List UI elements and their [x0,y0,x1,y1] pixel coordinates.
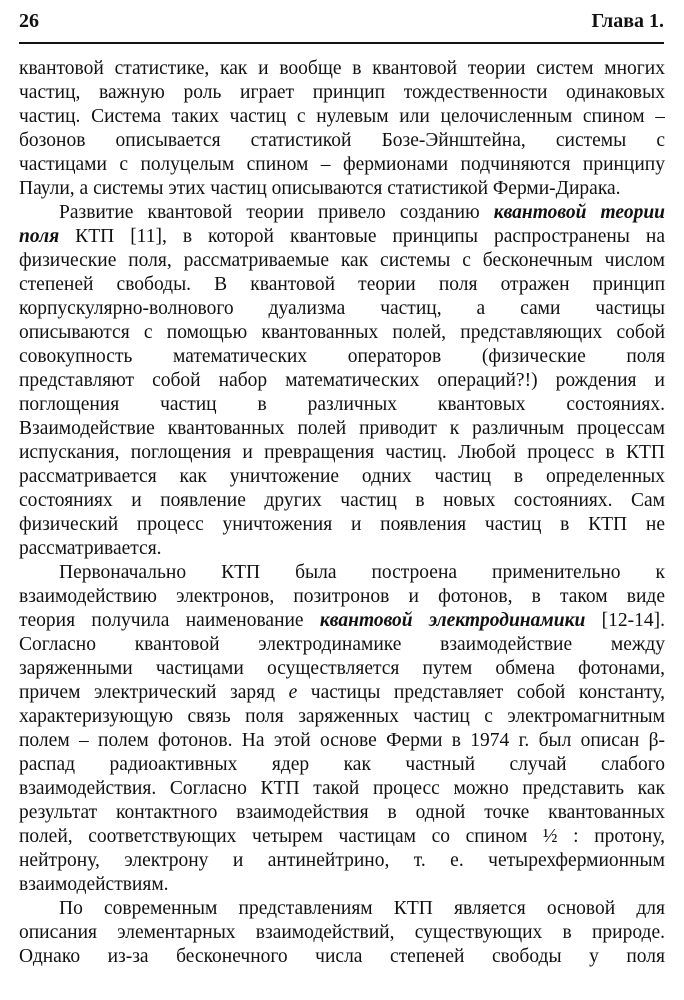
chapter-title: Глава 1. [591,10,664,32]
text-line: рассматривается как уничтожение одних частиц в определенных [19,466,665,487]
text-line: Первоначально КТП была построена применительно к [59,562,665,583]
text-run: Развитие квантовой теории привело созданию [59,202,494,223]
text-line: По современным представлениям КТП является основой для [59,898,665,919]
text-line: нейтрону, электрону и антинейтрино, т. е. четырехфермионным [19,850,665,871]
text-line: физические поля, рассматриваемые как системы с бесконечным числом [19,250,665,271]
text-line: описываются с помощью квантованных полей, представляющих собой [19,322,665,343]
charge-symbol: е [288,682,298,703]
text-line: представляют собой набор математических операций?!) рождения и [19,370,665,391]
text-line: состояниях и появление других частиц в новых состояниях. Сам [19,490,665,511]
text-line [19,225,665,249]
text-line: взаимодействию электронов, позитронов и фотонов, в таком виде [19,586,665,607]
text-line: физический процесс уничтожения и появления частиц в КТП не [19,514,665,535]
text-line: Паули, а системы этих частиц описываются статистикой Ферми-Дирака. [19,178,621,199]
text-line [19,201,665,225]
text-line: заряженными частицами осуществляется путем обмена фотонами, [19,658,665,679]
text-run: теория получила наименование [19,610,320,631]
text-line: характеризующую связь поля заряженных частиц с электромагнитным [19,706,665,727]
running-header [19,10,664,38]
text-line: частиц. Система таких частиц с нулевым или целочисленным спином – [19,106,665,127]
text-line: взаимодействия. Согласно КТП такой процесс можно представить как [19,778,665,799]
body-text [19,57,665,969]
text-line: степеней свободы. В квантовой теории поля отражен принцип [19,274,665,295]
text-line: описания элементарных взаимодействий, существующих в природе. [19,922,665,943]
text-run: КТП [11], в которой квантовые принципы распространены на [59,226,665,247]
paragraph-2 [19,201,665,561]
emphasized-term: квантовой теории [493,202,665,223]
text-run: [12-14]. [585,610,665,631]
text-line: результат контактного взаимодействия в одной точке квантованных [19,802,665,823]
text-line: рассматривается. [19,538,162,559]
text-line: распад радиоактивных ядер как частный случай слабого [19,754,665,775]
text-line: полей, соответствующих четырем частицам со спином ½ : протону, [19,826,665,847]
emphasized-term: квантовой электродинамики [319,610,586,631]
text-line: Согласно квантовой электродинамике взаимодействие между [19,634,665,655]
text-line: частицами с полуцелым спином – фермионами подчиняются принципу [19,154,665,175]
text-line [19,681,665,705]
text-run: причем электрический заряд [19,682,289,703]
text-line: корпускулярно-волнового дуализма частиц, а сами частицы [19,298,665,319]
paragraph-1 [19,57,665,201]
header-rule [19,42,664,44]
text-line: полем – полем фотонов. На этой основе Ферми в 1974 г. был описан β- [19,730,665,751]
page-number: 26 [19,10,39,32]
text-line: частиц, важную роль играет принцип тождественности одинаковых [19,82,665,103]
text-line: квантовой статистике, как и вообще в квантовой теории систем многих [19,58,665,79]
text-line: взаимодействиям. [19,874,169,895]
text-line: Однако из-за бесконечного числа степеней свободы у поля [19,946,665,967]
text-line: бозонов описывается статистикой Бозе-Эйнштейна, системы с [19,130,665,151]
text-line: поглощения частиц в различных квантовых состояниях. [19,394,665,415]
emphasized-term: поля [19,226,60,247]
text-line: испускания, поглощения и превращения частиц. Любой процесс в КТП [19,442,665,463]
paragraph-3 [19,561,665,897]
text-line: Взаимодействие квантованных полей приводит к различным процессам [19,418,665,439]
text-line [19,609,665,633]
text-run: частицы представляет собой константу, [297,682,665,703]
text-line: совокупность математических операторов (физические поля [19,346,665,367]
paragraph-4 [19,897,665,969]
